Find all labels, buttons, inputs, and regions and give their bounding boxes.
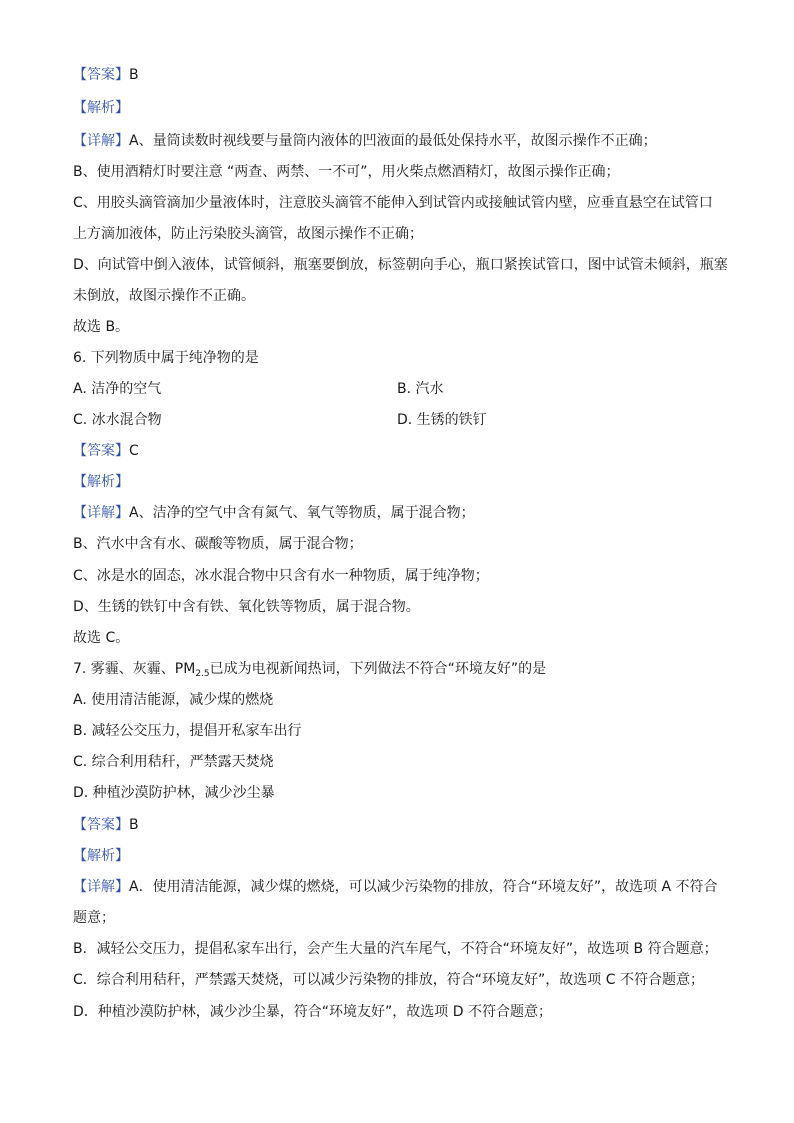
- answer-value: B: [129, 67, 139, 83]
- detail-tag: 【详解】: [73, 879, 129, 895]
- q5-detail-line-6: 未倒放，故图示操作不正确。: [73, 288, 255, 304]
- q7-option-d: D. 种植沙漠防护林，减少沙尘暴: [73, 785, 275, 801]
- q7-detail-line-3: B．减轻公交压力，提倡私家车出行，会产生大量的汽车尾气，不符合“环境友好”，故选项 B 符合题意；: [73, 941, 718, 957]
- q6-option-b: B. 汽水: [397, 381, 444, 397]
- q5-detail-line-2: B、使用酒精灯时要注意 “两查、两禁、一不可”，用火柴点燃酒精灯，故图示操作正确；: [73, 164, 620, 180]
- answer-value: C: [129, 443, 139, 459]
- q7-stem: 7. 雾霾、灰霾、$PM_{2.5}$已成为电视新闻热词，下列做法不符合“环境友好”的是: [73, 661, 547, 679]
- q7-detail-line-5: D．种植沙漠防护林，减少沙尘暴，符合“环境友好”，故选项 D 不符合题意；: [73, 1004, 552, 1020]
- q7-detail-line-2: 题意；: [73, 910, 115, 926]
- q5-detail-line-5: D、向试管中倒入液体，试管倾斜，瓶塞要倒放，标签朝向手心，瓶口紧挨试管口，图中试管未倾斜，瓶塞: [73, 257, 728, 273]
- q7-option-b: B. 减轻公交压力，提倡开私家车出行: [73, 723, 302, 739]
- q5-detail-line-4: 上方滴加液体，防止污染胶头滴管，故图示操作不正确；: [73, 226, 423, 242]
- detail-tag: 【详解】: [73, 133, 129, 149]
- q7-option-a: A. 使用清洁能源，减少煤的燃烧: [73, 692, 274, 708]
- q5-answer-line: [73, 65, 139, 85]
- q7-analysis-tag: 【解析】: [73, 848, 129, 864]
- q7-option-c: C. 综合利用秸秆，严禁露天焚烧: [73, 754, 274, 770]
- pm-subscript: 2.5: [195, 669, 210, 679]
- q6-detail-line-4: D、生锈的铁钉中含有铁、氧化铁等物质，属于混合物。: [73, 599, 420, 615]
- q5-detail-line-1: 【详解】A、量筒读数时视线要与量筒内液体的凹液面的最低处保持水平，故图示操作不正确；: [73, 133, 657, 149]
- q6-detail-line-2: B、汽水中含有水、碳酸等物质，属于混合物；: [73, 536, 363, 552]
- q6-option-c: C. 冰水混合物: [73, 412, 162, 428]
- q6-option-d: D. 生锈的铁钉: [397, 412, 487, 428]
- q6-answer-line: [73, 441, 139, 461]
- q6-detail-line-1: 【详解】A、洁净的空气中含有氮气、氧气等物质，属于混合物；: [73, 505, 475, 521]
- q6-conclusion: 故选 C。: [73, 630, 130, 646]
- q5-conclusion: 故选 B。: [73, 319, 130, 335]
- answer-tag: 【答案】: [73, 443, 129, 459]
- q7-detail-line-4: C．综合利用秸秆，严禁露天焚烧，可以减少污染物的排放，符合“环境友好”，故选项 C 不符合题意；: [73, 972, 704, 988]
- answer-tag: 【答案】: [73, 67, 129, 83]
- q5-detail-line-3: C、用胶头滴管滴加少量液体时，注意胶头滴管不能伸入到试管内或接触试管内壁，应垂直悬空在试管口: [73, 195, 713, 211]
- q6-stem: 6. 下列物质中属于纯净物的是: [73, 350, 259, 366]
- q6-detail-line-3: C、冰是水的固态，冰水混合物中只含有水一种物质，属于纯净物；: [73, 568, 489, 584]
- q6-option-a: A. 洁净的空气: [73, 381, 162, 397]
- q5-analysis-tag: 【解析】: [73, 100, 129, 116]
- q7-detail-line-1: 【详解】A．使用清洁能源，减少煤的燃烧，可以减少污染物的排放，符合“环境友好”，故选项 A 不符合: [73, 879, 718, 895]
- q6-analysis-tag: 【解析】: [73, 474, 129, 490]
- q7-answer-line: [73, 815, 139, 835]
- answer-tag: 【答案】: [73, 817, 129, 833]
- answer-value: B: [129, 817, 139, 833]
- detail-tag: 【详解】: [73, 505, 129, 521]
